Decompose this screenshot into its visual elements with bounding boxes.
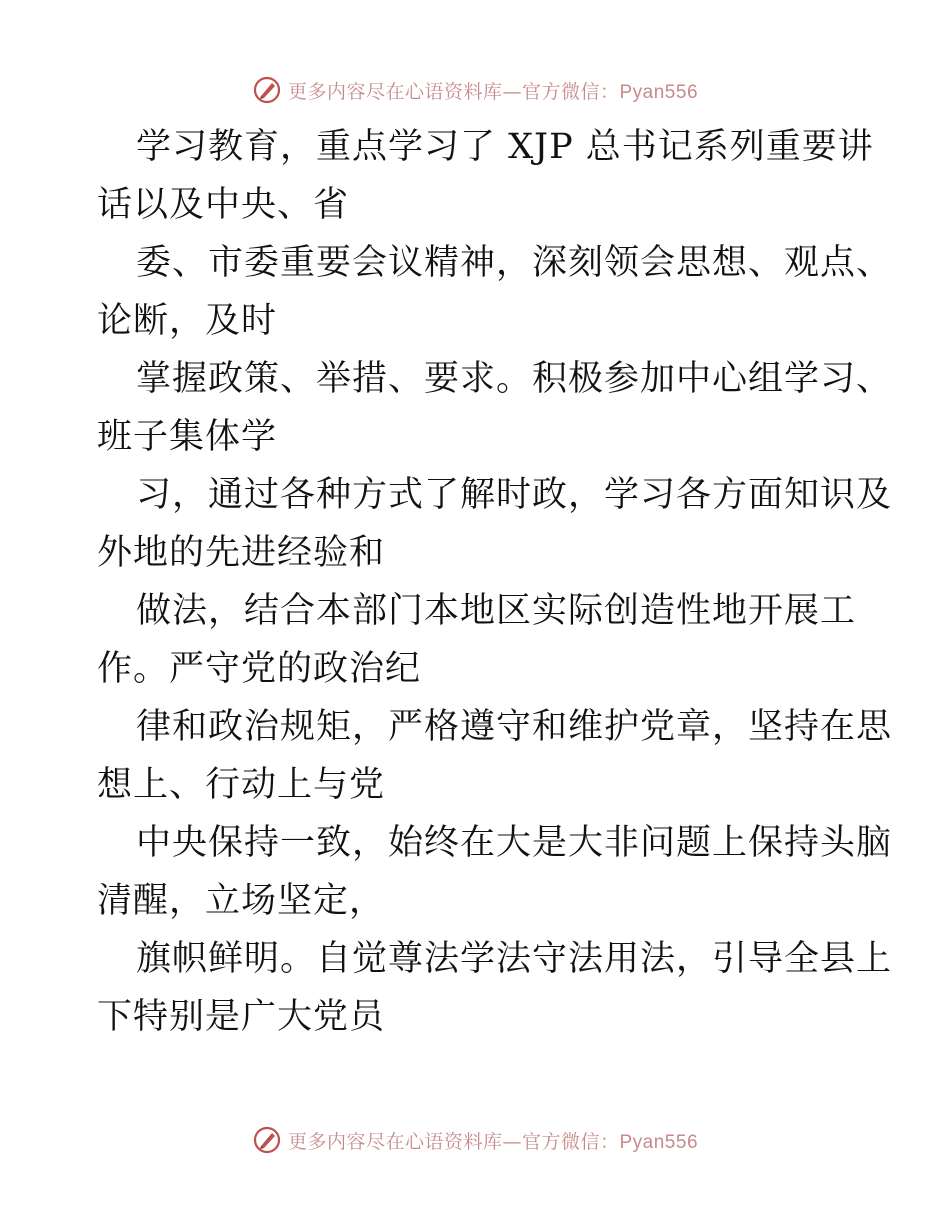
paragraph: 习，通过各种方式了解时政，学习各方面知识及 外地的先进经验和 [97,475,893,573]
footer-wechat-id: Pyan556 [619,1131,699,1153]
document-body [97,118,893,1046]
header-watermark-banner [0,70,950,110]
footer-banner-text: 更多内容尽在心语资料库—官方微信：Pyan556 [287,1130,699,1153]
paragraph: 掌握政策、举措、要求。积极参加中心组学习、 班子集体学 [97,359,893,457]
header-wechat-id: Pyan556 [619,81,699,103]
header-banner-text: 更多内容尽在心语资料库—官方微信：Pyan556 [287,80,699,103]
paragraph: 委、市委重要会议精神，深刻领会思想、观点、 论断，及时 [97,243,893,341]
pen-logo-icon [252,75,282,105]
pen-logo-icon [252,1125,282,1155]
paragraph: 学习教育，重点学习了 XJP 总书记系列重要讲 话以及中央、省 [97,127,874,225]
paragraph: 中央保持一致，始终在大是大非问题上保持头脑 清醒，立场坚定， [97,823,893,921]
paragraph: 旗帜鲜明。自觉尊法学法守法用法，引导全县上 下特别是广大党员 [97,939,893,1037]
paragraph: 做法，结合本部门本地区实际创造性地开展工 作。严守党的政治纪 [97,591,857,689]
paragraph: 律和政治规矩，严格遵守和维护党章，坚持在思 想上、行动上与党 [97,707,893,805]
footer-watermark-banner [0,1120,950,1160]
